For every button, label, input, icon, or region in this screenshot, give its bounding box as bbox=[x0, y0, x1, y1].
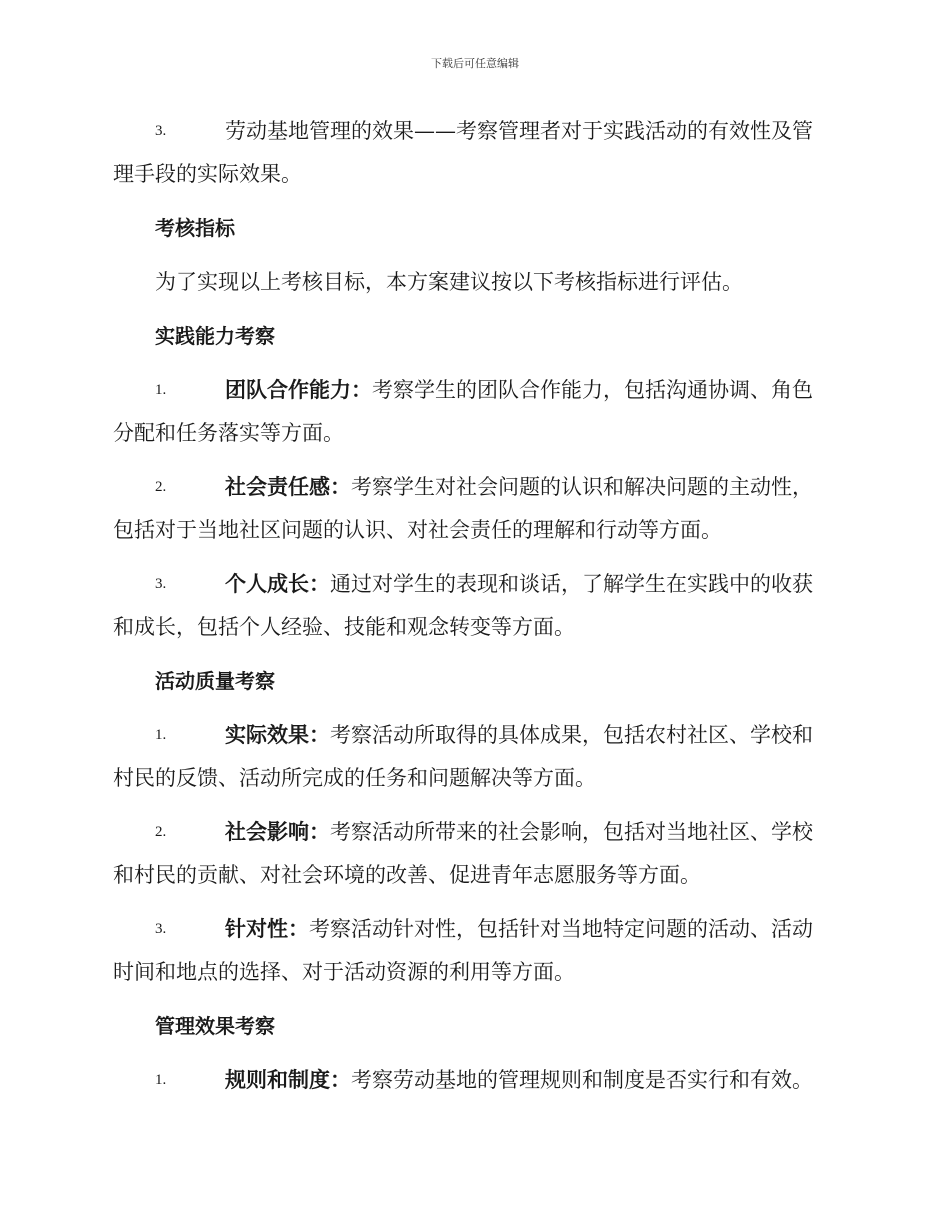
list-number: 1. bbox=[155, 727, 167, 743]
item-label: 实际效果： bbox=[225, 723, 330, 747]
list-continuation: 分配和任务落实等方面。 bbox=[113, 421, 344, 445]
list-item bbox=[113, 908, 840, 994]
list-first-line bbox=[113, 1059, 840, 1102]
list-continuation: 和村民的贡献、对社会环境的改善、促进青年志愿服务等方面。 bbox=[113, 863, 701, 887]
section-heading: 活动质量考察 bbox=[155, 669, 275, 693]
list-continuation: 和成长，包括个人经验、技能和观念转变等方面。 bbox=[113, 615, 575, 639]
list-continuation: 理手段的实际效果。 bbox=[113, 162, 302, 186]
item-label: 社会责任感： bbox=[225, 475, 351, 499]
item-text: 劳动基地管理的效果——考察管理者对于实践活动的有效性及管 bbox=[225, 119, 813, 143]
item-label: 个人成长： bbox=[225, 572, 330, 596]
list-first-line bbox=[113, 811, 840, 854]
document-body bbox=[113, 110, 840, 1113]
list-first-line bbox=[113, 110, 840, 153]
list-number: 2. bbox=[155, 479, 167, 495]
list-item bbox=[113, 466, 840, 552]
section-heading: 管理效果考察 bbox=[155, 1014, 275, 1038]
list-item bbox=[113, 110, 840, 196]
section-heading: 考核指标 bbox=[155, 216, 235, 240]
list-continuation: 包括对于当地社区问题的认识、对社会责任的理解和行动等方面。 bbox=[113, 518, 722, 542]
item-text: 考察劳动基地的管理规则和制度是否实行和有效。 bbox=[351, 1068, 813, 1092]
section-heading: 实践能力考察 bbox=[155, 324, 275, 348]
list-first-line bbox=[113, 466, 840, 509]
list-continuation: 村民的反馈、活动所完成的任务和问题解决等方面。 bbox=[113, 766, 596, 790]
item-label: 规则和制度： bbox=[225, 1068, 351, 1092]
item-text: 考察学生对社会问题的认识和解决问题的主动性， bbox=[351, 475, 813, 499]
list-number: 2. bbox=[155, 824, 167, 840]
item-text: 考察学生的团队合作能力，包括沟通协调、角色 bbox=[372, 378, 813, 402]
list-number: 3. bbox=[155, 576, 167, 592]
list-item bbox=[113, 563, 840, 649]
item-label: 团队合作能力： bbox=[225, 378, 372, 402]
list-number: 3. bbox=[155, 123, 167, 139]
item-label: 社会影响： bbox=[225, 820, 330, 844]
list-first-line bbox=[113, 369, 840, 412]
list-item bbox=[113, 811, 840, 897]
list-number: 3. bbox=[155, 921, 167, 937]
list-item bbox=[113, 1059, 840, 1102]
page-header: 下载后可任意编辑 bbox=[431, 57, 519, 70]
list-first-line bbox=[113, 714, 840, 757]
paragraph: 为了实现以上考核目标，本方案建议按以下考核指标进行评估。 bbox=[155, 270, 743, 294]
list-number: 1. bbox=[155, 382, 167, 398]
list-number: 1. bbox=[155, 1072, 167, 1088]
item-text: 考察活动所带来的社会影响，包括对当地社区、学校 bbox=[330, 820, 813, 844]
item-text: 通过对学生的表现和谈话，了解学生在实践中的收获 bbox=[330, 572, 813, 596]
item-text: 考察活动针对性，包括针对当地特定问题的活动、活动 bbox=[309, 917, 813, 941]
list-item bbox=[113, 714, 840, 800]
list-continuation: 时间和地点的选择、对于活动资源的利用等方面。 bbox=[113, 960, 575, 984]
list-first-line bbox=[113, 908, 840, 951]
list-item bbox=[113, 369, 840, 455]
item-text: 考察活动所取得的具体成果，包括农村社区、学校和 bbox=[330, 723, 813, 747]
item-label: 针对性： bbox=[225, 917, 309, 941]
list-first-line bbox=[113, 563, 840, 606]
